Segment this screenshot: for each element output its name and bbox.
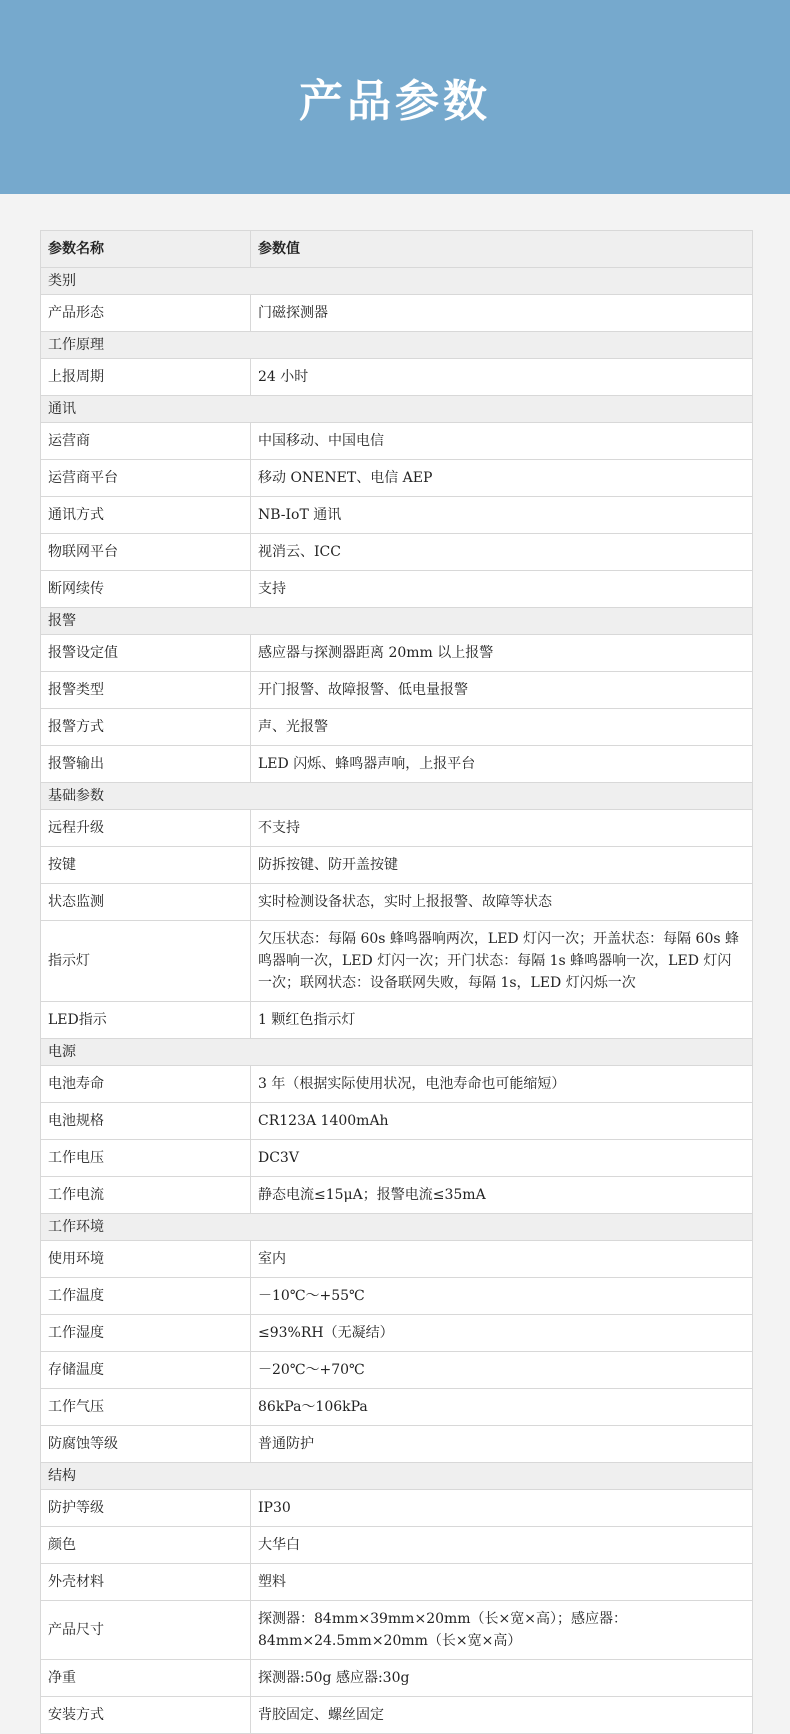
category-label: 通讯: [41, 396, 753, 423]
param-name: 净重: [41, 1660, 251, 1697]
param-name: 通讯方式: [41, 497, 251, 534]
param-name: 工作气压: [41, 1389, 251, 1426]
param-value: －10℃～+55℃: [251, 1278, 753, 1315]
param-name: 电池寿命: [41, 1066, 251, 1103]
param-row: [41, 1352, 753, 1389]
param-row: [41, 1002, 753, 1039]
page-header: [0, 0, 790, 194]
category-row: [41, 1463, 753, 1490]
param-value: 3 年（根据实际使用状况，电池寿命也可能缩短）: [251, 1066, 753, 1103]
param-name: 报警类型: [41, 672, 251, 709]
param-name: 物联网平台: [41, 534, 251, 571]
param-value: 移动 ONENET、电信 AEP: [251, 460, 753, 497]
category-row: [41, 1039, 753, 1066]
param-name: 运营商: [41, 423, 251, 460]
param-name: 外壳材料: [41, 1564, 251, 1601]
category-row: [41, 332, 753, 359]
category-label: 结构: [41, 1463, 753, 1490]
param-name: 产品形态: [41, 295, 251, 332]
param-name: 安装方式: [41, 1697, 251, 1734]
param-value: 24 小时: [251, 359, 753, 396]
params-table-container: [40, 230, 753, 1734]
table-header-row: [41, 231, 753, 268]
param-row: [41, 921, 753, 1002]
param-row: [41, 884, 753, 921]
param-value: 声、光报警: [251, 709, 753, 746]
category-label: 工作环境: [41, 1214, 753, 1241]
param-value: CR123A 1400mAh: [251, 1103, 753, 1140]
param-value: NB-IoT 通讯: [251, 497, 753, 534]
param-value: 86kPa～106kPa: [251, 1389, 753, 1426]
param-name: 远程升级: [41, 810, 251, 847]
param-row: [41, 847, 753, 884]
param-value: DC3V: [251, 1140, 753, 1177]
param-value: 探测器：84mm×39mm×20mm（长×宽×高）；感应器：84mm×24.5mm×20mm（长×宽×高）: [251, 1601, 753, 1660]
param-value: 支持: [251, 571, 753, 608]
param-row: [41, 359, 753, 396]
category-label: 工作原理: [41, 332, 753, 359]
param-row: [41, 423, 753, 460]
param-value: 静态电流≤15μA；报警电流≤35mA: [251, 1177, 753, 1214]
param-value: IP30: [251, 1490, 753, 1527]
param-value: 室内: [251, 1241, 753, 1278]
param-name: 工作电流: [41, 1177, 251, 1214]
param-name: 报警输出: [41, 746, 251, 783]
param-value: 大华白: [251, 1527, 753, 1564]
param-row: [41, 635, 753, 672]
param-row: [41, 534, 753, 571]
param-row: [41, 1490, 753, 1527]
param-row: [41, 1103, 753, 1140]
param-row: [41, 1066, 753, 1103]
param-name: 防护等级: [41, 1490, 251, 1527]
param-value: 实时检测设备状态，实时上报报警、故障等状态: [251, 884, 753, 921]
param-row: [41, 1601, 753, 1660]
param-value: 背胶固定、螺丝固定: [251, 1697, 753, 1734]
param-name: 运营商平台: [41, 460, 251, 497]
param-row: [41, 1426, 753, 1463]
param-row: [41, 460, 753, 497]
param-name: 工作温度: [41, 1278, 251, 1315]
param-value: 不支持: [251, 810, 753, 847]
param-value: 1 颗红色指示灯: [251, 1002, 753, 1039]
param-row: [41, 1177, 753, 1214]
param-row: [41, 810, 753, 847]
param-name: 断网续传: [41, 571, 251, 608]
param-row: [41, 1140, 753, 1177]
param-value: 中国移动、中国电信: [251, 423, 753, 460]
category-row: [41, 608, 753, 635]
param-value: －20℃～+70℃: [251, 1352, 753, 1389]
param-row: [41, 1527, 753, 1564]
param-name: 电池规格: [41, 1103, 251, 1140]
category-row: [41, 783, 753, 810]
param-value: 欠压状态：每隔 60s 蜂鸣器响两次，LED 灯闪一次；开盖状态：每隔 60s 蜂鸣器响一次，LED 灯闪一次；开门状态：每隔 1s 蜂鸣器响一次，LED 灯闪一次；联网状态：设备联网失败，每隔 1s，LED 灯闪烁一次: [251, 921, 753, 1002]
page-title: 产品参数: [299, 76, 491, 127]
header-value-cell: 参数值: [251, 231, 753, 268]
param-row: [41, 1564, 753, 1601]
category-row: [41, 396, 753, 423]
param-row: [41, 1660, 753, 1697]
param-row: [41, 672, 753, 709]
category-row: [41, 268, 753, 295]
param-name: 工作湿度: [41, 1315, 251, 1352]
param-value: 普通防护: [251, 1426, 753, 1463]
param-row: [41, 295, 753, 332]
category-label: 报警: [41, 608, 753, 635]
param-row: [41, 1278, 753, 1315]
param-value: 视消云、ICC: [251, 534, 753, 571]
param-value: 感应器与探测器距离 20mm 以上报警: [251, 635, 753, 672]
param-name: 存储温度: [41, 1352, 251, 1389]
param-row: [41, 1241, 753, 1278]
param-value: 塑料: [251, 1564, 753, 1601]
param-name: 按键: [41, 847, 251, 884]
param-name: 指示灯: [41, 921, 251, 1002]
param-name: 防腐蚀等级: [41, 1426, 251, 1463]
category-label: 类别: [41, 268, 753, 295]
param-value: 防拆按键、防开盖按键: [251, 847, 753, 884]
param-row: [41, 746, 753, 783]
category-label: 基础参数: [41, 783, 753, 810]
param-row: [41, 1697, 753, 1734]
param-row: [41, 571, 753, 608]
param-value: 探测器:50g 感应器:30g: [251, 1660, 753, 1697]
param-value: ≤93%RH（无凝结）: [251, 1315, 753, 1352]
category-label: 电源: [41, 1039, 753, 1066]
param-value: 门磁探测器: [251, 295, 753, 332]
param-row: [41, 1389, 753, 1426]
param-row: [41, 1315, 753, 1352]
param-row: [41, 497, 753, 534]
param-name: LED指示: [41, 1002, 251, 1039]
param-name: 产品尺寸: [41, 1601, 251, 1660]
param-row: [41, 709, 753, 746]
param-name: 报警方式: [41, 709, 251, 746]
param-name: 报警设定值: [41, 635, 251, 672]
header-name-cell: 参数名称: [41, 231, 251, 268]
param-name: 工作电压: [41, 1140, 251, 1177]
param-value: LED 闪烁、蜂鸣器声响，上报平台: [251, 746, 753, 783]
param-name: 上报周期: [41, 359, 251, 396]
params-table: [40, 230, 753, 1734]
param-name: 使用环境: [41, 1241, 251, 1278]
param-name: 颜色: [41, 1527, 251, 1564]
param-value: 开门报警、故障报警、低电量报警: [251, 672, 753, 709]
param-name: 状态监测: [41, 884, 251, 921]
category-row: [41, 1214, 753, 1241]
